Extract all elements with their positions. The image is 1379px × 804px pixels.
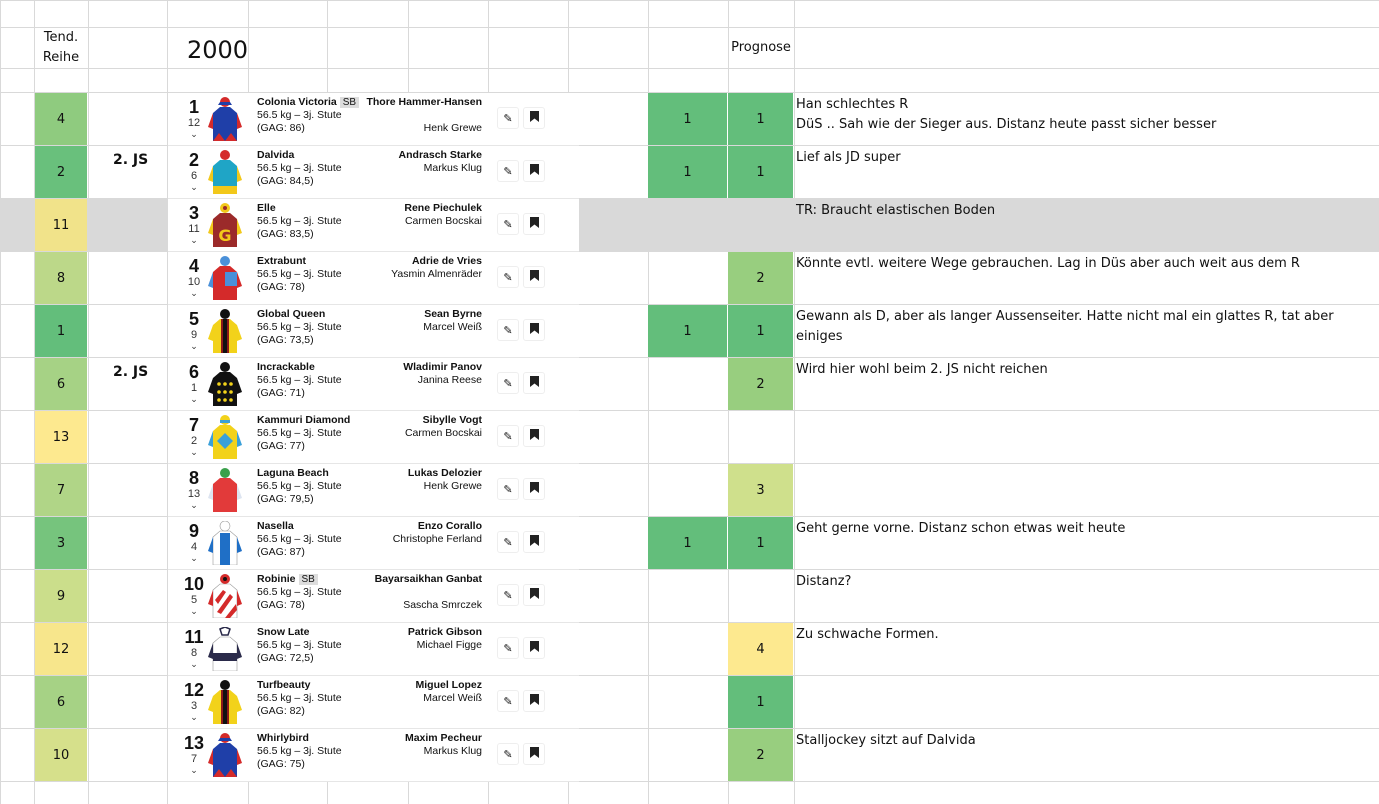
rating-cell[interactable]: 1: [648, 93, 727, 145]
comment-cell[interactable]: Distanz?: [796, 574, 852, 589]
edit-button[interactable]: [497, 531, 519, 553]
bookmark-button[interactable]: [523, 160, 545, 182]
pencil-icon: ✎: [503, 430, 513, 443]
prognosis-cell[interactable]: 2: [728, 358, 793, 410]
horse-name-text[interactable]: Nasella: [257, 520, 294, 532]
horse-card: [168, 358, 579, 411]
horse-card: [168, 146, 579, 199]
prognosis-cell[interactable]: 1: [728, 93, 793, 145]
box-number: 7: [190, 753, 198, 765]
horse-card: [168, 676, 579, 729]
svg-text:G: G: [218, 226, 232, 245]
jockey-silk-icon: [208, 521, 242, 565]
weight-info: 56.5 kg – 3j. Stute: [257, 533, 342, 545]
jockey-silk-icon: [208, 733, 242, 777]
prognosis-cell[interactable]: 4: [728, 623, 793, 675]
bookmark-icon: [530, 747, 539, 761]
weight-info: 56.5 kg – 3j. Stute: [257, 162, 342, 174]
horse-name-text[interactable]: Extrabunt: [257, 255, 307, 267]
tendency-cell[interactable]: 7: [35, 464, 87, 516]
tendency-cell[interactable]: 1: [35, 305, 87, 357]
horse-name[interactable]: [257, 573, 318, 585]
bookmark-button[interactable]: [523, 425, 545, 447]
gag-rating: (GAG: 83,5): [257, 228, 314, 240]
pencil-icon: ✎: [503, 271, 513, 284]
tendency-cell[interactable]: 9: [35, 570, 87, 622]
comment-cell[interactable]: Stalljockey sitzt auf Dalvida: [796, 733, 976, 748]
horse-name-text[interactable]: Elle: [257, 202, 276, 214]
jockey-silk-icon: [208, 362, 242, 406]
weight-info: 56.5 kg – 3j. Stute: [257, 215, 342, 227]
chevron-down-icon[interactable]: ⌄: [190, 606, 198, 616]
edit-button[interactable]: [497, 319, 519, 341]
box-number: 3: [190, 700, 198, 712]
weight-info: 56.5 kg – 3j. Stute: [257, 321, 342, 333]
chevron-down-icon[interactable]: ⌄: [190, 447, 198, 457]
horse-name[interactable]: [257, 202, 276, 214]
pencil-icon: ✎: [503, 642, 513, 655]
rating-cell[interactable]: 1: [648, 305, 727, 357]
box-number: 2: [190, 435, 198, 447]
jockey-silk-icon: [208, 150, 242, 194]
horse-name-text[interactable]: Colonia Victoria: [257, 96, 337, 108]
bookmark-icon: [530, 270, 539, 284]
horse-name[interactable]: [257, 96, 359, 108]
rating-cell[interactable]: 1: [648, 517, 727, 569]
edit-button[interactable]: [497, 637, 519, 659]
edit-button[interactable]: [497, 213, 519, 235]
horse-name[interactable]: [257, 255, 306, 267]
header-distance[interactable]: 2000: [187, 36, 249, 64]
jockey-name[interactable]: Miguel Lopez: [415, 679, 482, 691]
horse-name[interactable]: [257, 626, 310, 638]
grid-row-line: [0, 27, 1379, 28]
gag-rating: (GAG: 84,5): [257, 175, 314, 187]
start-number: 13: [183, 733, 205, 753]
edit-button[interactable]: [497, 478, 519, 500]
tendency-cell[interactable]: 10: [35, 729, 87, 781]
prognosis-cell[interactable]: 1: [728, 305, 793, 357]
bookmark-icon: [530, 323, 539, 337]
start-number: 9: [188, 521, 199, 541]
trainer-name[interactable]: Marcel Weiß: [423, 321, 482, 333]
pencil-icon: ✎: [503, 748, 513, 761]
bookmark-icon: [530, 482, 539, 496]
horse-card: [168, 411, 579, 464]
horse-card: [168, 93, 579, 146]
comment-cell[interactable]: Könnte evtl. weitere Wege gebrauchen. Lag in Düs aber auch weit aus dem R: [796, 256, 1300, 271]
box-number: 12: [187, 117, 201, 129]
gag-rating: (GAG: 78): [257, 599, 305, 611]
trainer-name[interactable]: Henk Grewe: [423, 480, 482, 492]
weight-info: 56.5 kg – 3j. Stute: [257, 427, 342, 439]
horse-card: [168, 252, 579, 305]
box-number: 13: [187, 488, 201, 500]
chevron-down-icon[interactable]: ⌄: [190, 500, 198, 510]
start-number: 2: [188, 150, 199, 170]
bookmark-icon: [530, 429, 539, 443]
jockey-silk-icon: [208, 680, 242, 724]
chevron-down-icon[interactable]: ⌄: [190, 553, 198, 563]
gag-rating: (GAG: 79,5): [257, 493, 314, 505]
box-number: 9: [190, 329, 198, 341]
weight-info: 56.5 kg – 3j. Stute: [257, 745, 342, 757]
trainer-name[interactable]: Henk Grewe: [423, 122, 482, 134]
horse-card: [168, 464, 579, 517]
bookmark-button[interactable]: [523, 319, 545, 341]
bookmark-button[interactable]: [523, 690, 545, 712]
comment-cell[interactable]: Han schlechtes R DüS .. Sah wie der Sieger aus. Distanz heute passt sicher besser: [796, 97, 1217, 132]
bookmark-icon: [530, 376, 539, 390]
jockey-silk-icon: [208, 415, 242, 459]
jockey-silk-icon: [208, 574, 242, 618]
chevron-down-icon[interactable]: ⌄: [190, 129, 198, 139]
grid-column-line: [0, 0, 1, 804]
horse-name[interactable]: [257, 149, 294, 161]
start-number: 3: [188, 203, 199, 223]
gag-rating: (GAG: 71): [257, 387, 305, 399]
jockey-name[interactable]: Thore Hammer-Hansen: [366, 96, 482, 108]
edit-button[interactable]: [497, 584, 519, 606]
jockey-name[interactable]: Bayarsaikhan Ganbat: [374, 573, 482, 585]
start-number: 4: [188, 256, 199, 276]
edit-button[interactable]: [497, 372, 519, 394]
jockey-name[interactable]: Wladimir Panov: [403, 361, 482, 373]
trainer-name[interactable]: Markus Klug: [423, 745, 482, 757]
tendency-cell[interactable]: 2: [35, 146, 87, 198]
pencil-icon: ✎: [503, 589, 513, 602]
prognosis-cell[interactable]: 2: [728, 252, 793, 304]
box-number: 4: [190, 541, 198, 553]
bookmark-icon: [530, 217, 539, 231]
box-number: 11: [188, 223, 200, 235]
rating-cell[interactable]: 1: [648, 146, 727, 198]
chevron-down-icon[interactable]: ⌄: [190, 341, 198, 351]
bookmark-icon: [530, 641, 539, 655]
bookmark-button[interactable]: [523, 372, 545, 394]
bookmark-button[interactable]: [523, 107, 545, 129]
pencil-icon: ✎: [503, 218, 513, 231]
trainer-name[interactable]: Carmen Bocskai: [404, 427, 482, 439]
comment-cell[interactable]: Wird hier wohl beim 2. JS nicht reichen: [796, 362, 1048, 377]
start-number: 12: [183, 680, 205, 700]
sb-badge: SB: [299, 574, 318, 585]
jockey-name[interactable]: Enzo Corallo: [417, 520, 482, 532]
horse-name-text[interactable]: Kammuri Diamond: [257, 414, 351, 426]
grid-row-line: [0, 0, 1379, 1]
jockey-silk-icon: [208, 256, 242, 300]
horse-name-text[interactable]: Snow Late: [257, 626, 310, 638]
start-number: 7: [188, 415, 199, 435]
horse-name-text[interactable]: Incrackable: [257, 361, 315, 373]
edit-button[interactable]: [497, 743, 519, 765]
horse-card: [168, 729, 579, 782]
horse-name-text[interactable]: Laguna Beach: [257, 467, 329, 479]
prognosis-cell[interactable]: 1: [728, 517, 793, 569]
start-number: 5: [188, 309, 199, 329]
comment-cell[interactable]: TR: Braucht elastischen Boden: [796, 203, 996, 218]
comment-cell[interactable]: Lief als JD super: [796, 150, 901, 165]
chevron-down-icon[interactable]: ⌄: [190, 288, 198, 298]
pencil-icon: ✎: [503, 695, 513, 708]
horse-card: [168, 199, 579, 252]
header-tendency[interactable]: Tend. Reihe: [42, 30, 80, 65]
bookmark-icon: [530, 588, 539, 602]
trainer-name[interactable]: Yasmin Almenräder: [391, 268, 482, 280]
gag-rating: (GAG: 75): [257, 758, 305, 770]
horse-name[interactable]: [257, 732, 309, 744]
tendency-cell[interactable]: 12: [35, 623, 87, 675]
header-prognosis[interactable]: Prognose: [731, 40, 791, 55]
jockey-name[interactable]: Adrie de Vries: [411, 255, 482, 267]
pencil-icon: ✎: [503, 165, 513, 178]
horse-name[interactable]: [257, 520, 294, 532]
horse-card: [168, 623, 579, 676]
js-marker[interactable]: 2. JS: [113, 152, 149, 168]
comment-cell[interactable]: Zu schwache Formen.: [796, 627, 939, 642]
pencil-icon: ✎: [503, 483, 513, 496]
trainer-name[interactable]: Marcel Weiß: [423, 692, 482, 704]
gag-rating: (GAG: 78): [257, 281, 305, 293]
gag-rating: (GAG: 73,5): [257, 334, 314, 346]
box-number: 10: [187, 276, 201, 288]
edit-button[interactable]: [497, 266, 519, 288]
prognosis-cell[interactable]: 3: [728, 464, 793, 516]
edit-button[interactable]: [497, 107, 519, 129]
horse-name[interactable]: [257, 467, 329, 479]
trainer-name[interactable]: Carmen Bocskai: [404, 215, 482, 227]
jockey-silk-icon: [208, 309, 242, 353]
tendency-cell[interactable]: 4: [35, 93, 87, 145]
bookmark-button[interactable]: [523, 531, 545, 553]
jockey-name[interactable]: Patrick Gibson: [407, 626, 482, 638]
jockey-name[interactable]: Sibylle Vogt: [422, 414, 482, 426]
tendency-cell[interactable]: 6: [35, 676, 87, 728]
gag-rating: (GAG: 86): [257, 122, 305, 134]
horse-name[interactable]: [257, 414, 350, 426]
weight-info: 56.5 kg – 3j. Stute: [257, 109, 342, 121]
start-number: 11: [184, 627, 204, 647]
pencil-icon: ✎: [503, 112, 513, 125]
box-number: 5: [190, 594, 198, 606]
bookmark-button[interactable]: [523, 478, 545, 500]
tendency-cell[interactable]: 13: [35, 411, 87, 463]
weight-info: 56.5 kg – 3j. Stute: [257, 480, 342, 492]
jockey-silk-icon: [208, 203, 242, 247]
edit-button[interactable]: [497, 160, 519, 182]
horse-name[interactable]: [257, 308, 325, 320]
box-number: 6: [190, 170, 198, 182]
grid-column-line: [88, 0, 89, 804]
tendency-cell[interactable]: 11: [35, 199, 87, 251]
trainer-name[interactable]: Christophe Ferland: [392, 533, 482, 545]
gag-rating: (GAG: 82): [257, 705, 305, 717]
tendency-cell[interactable]: 6: [35, 358, 87, 410]
edit-button[interactable]: [497, 690, 519, 712]
comment-cell[interactable]: Geht gerne vorne. Distanz schon etwas weit heute: [796, 521, 1126, 536]
start-number: 6: [188, 362, 199, 382]
bookmark-icon: [530, 535, 539, 549]
start-number: 10: [183, 574, 205, 594]
horse-card: [168, 570, 579, 623]
comment-cell[interactable]: Gewann als D, aber als langer Aussenseiter. Hatte nicht mal ein glattes R, tat aber einiges: [796, 309, 1338, 344]
trainer-name[interactable]: Markus Klug: [423, 162, 482, 174]
start-number: 1: [188, 97, 199, 117]
box-number: 8: [190, 647, 198, 659]
horse-card: [168, 517, 579, 570]
horse-name-text[interactable]: Turfbeauty: [257, 679, 311, 691]
jockey-silk-icon: [208, 97, 242, 141]
prognosis-cell[interactable]: 1: [728, 676, 793, 728]
horse-name[interactable]: [257, 679, 310, 691]
bookmark-button[interactable]: [523, 213, 545, 235]
jockey-silk-icon: [208, 468, 242, 512]
weight-info: 56.5 kg – 3j. Stute: [257, 586, 342, 598]
jockey-name[interactable]: Lukas Delozier: [407, 467, 482, 479]
start-number: 8: [188, 468, 199, 488]
horse-name-text[interactable]: Global Queen: [257, 308, 326, 320]
jockey-name[interactable]: Sean Byrne: [424, 308, 482, 320]
chevron-down-icon[interactable]: ⌄: [190, 712, 198, 722]
weight-info: 56.5 kg – 3j. Stute: [257, 692, 342, 704]
horse-name-text[interactable]: Dalvida: [257, 149, 295, 161]
trainer-name[interactable]: Janina Reese: [417, 374, 482, 386]
horse-name[interactable]: [257, 361, 315, 373]
grid-column-line: [794, 0, 795, 804]
bookmark-button[interactable]: [523, 743, 545, 765]
gag-rating: (GAG: 87): [257, 546, 305, 558]
jockey-silk-icon: [208, 627, 242, 671]
bookmark-icon: [530, 694, 539, 708]
bookmark-button[interactable]: [523, 584, 545, 606]
horse-name-text[interactable]: Whirlybird: [257, 732, 309, 744]
prognosis-cell[interactable]: 2: [728, 729, 793, 781]
jockey-name[interactable]: Rene Piechulek: [404, 202, 482, 214]
prognosis-cell[interactable]: 1: [728, 146, 793, 198]
jockey-name[interactable]: Andrasch Starke: [398, 149, 482, 161]
pencil-icon: ✎: [503, 324, 513, 337]
bookmark-icon: [530, 111, 539, 125]
js-marker[interactable]: 2. JS: [113, 364, 149, 380]
chevron-down-icon[interactable]: ⌄: [190, 235, 198, 245]
trainer-name[interactable]: Michael Figge: [416, 639, 482, 651]
bookmark-icon: [530, 164, 539, 178]
tendency-cell[interactable]: 3: [35, 517, 87, 569]
tendency-cell[interactable]: 8: [35, 252, 87, 304]
sb-badge: SB: [340, 97, 359, 108]
pencil-icon: ✎: [503, 536, 513, 549]
edit-button[interactable]: [497, 425, 519, 447]
horse-name-text[interactable]: Robinie: [257, 573, 296, 585]
bookmark-button[interactable]: [523, 637, 545, 659]
grid-row-line: [0, 68, 1379, 69]
chevron-down-icon[interactable]: ⌄: [190, 659, 198, 669]
weight-info: 56.5 kg – 3j. Stute: [257, 374, 342, 386]
box-number: 1: [190, 382, 198, 394]
gag-rating: (GAG: 77): [257, 440, 305, 452]
chevron-down-icon[interactable]: ⌄: [190, 182, 198, 192]
bookmark-button[interactable]: [523, 266, 545, 288]
horse-card: [168, 305, 579, 358]
weight-info: 56.5 kg – 3j. Stute: [257, 268, 342, 280]
weight-info: 56.5 kg – 3j. Stute: [257, 639, 342, 651]
jockey-name[interactable]: Maxim Pecheur: [404, 732, 482, 744]
trainer-name[interactable]: Sascha Smrczek: [403, 599, 482, 611]
gag-rating: (GAG: 72,5): [257, 652, 314, 664]
pencil-icon: ✎: [503, 377, 513, 390]
chevron-down-icon[interactable]: ⌄: [190, 394, 198, 404]
chevron-down-icon[interactable]: ⌄: [190, 765, 198, 775]
